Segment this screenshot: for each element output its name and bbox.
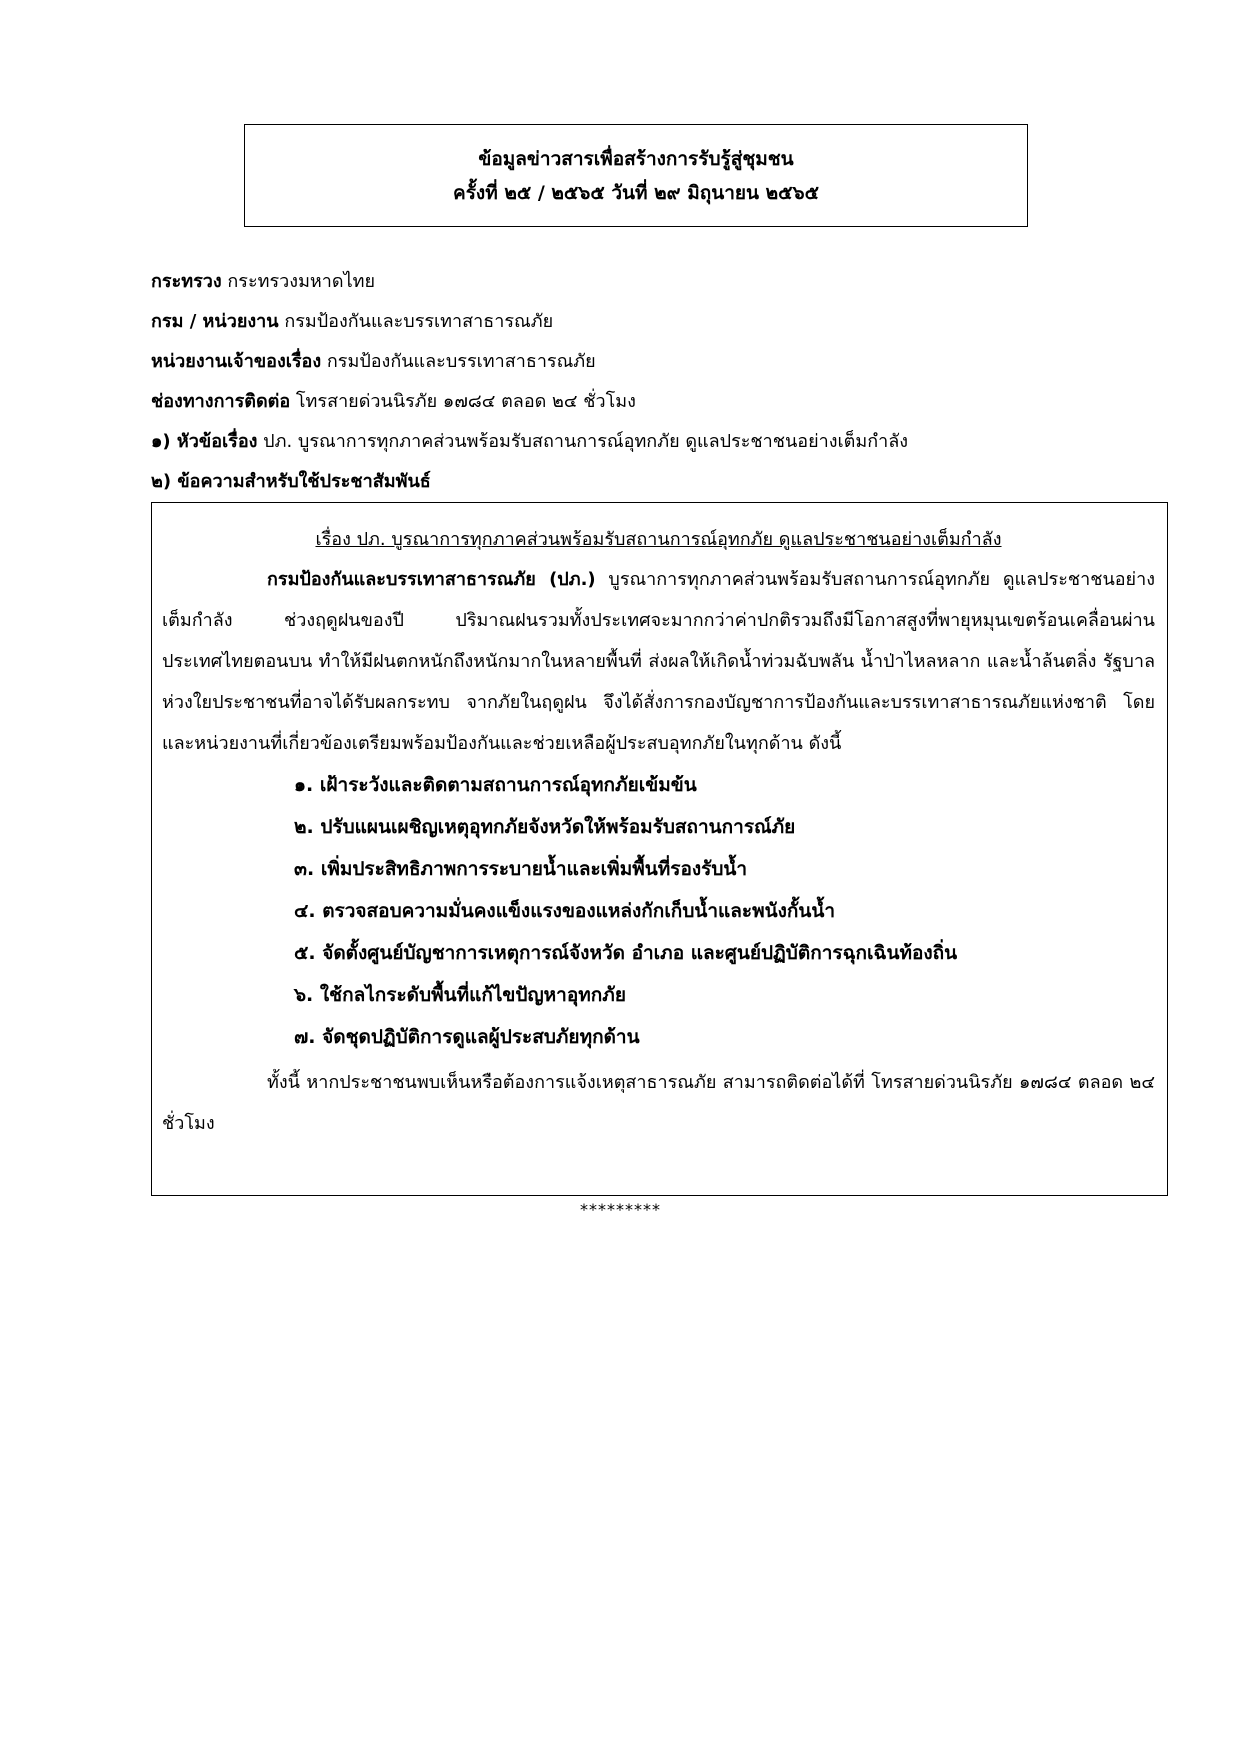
list-item: ๒. ปรับแผนเผชิญเหตุอุทกภัยจังหวัดให้พร้อมรับสถานการณ์ภัย — [294, 816, 796, 838]
message-box — [151, 502, 1168, 1196]
title-line-2: ครั้งที่ ๒๕ / ๒๕๖๕ วันที่ ๒๙ มิถุนายน ๒๕๖๕ — [453, 181, 819, 204]
list-item: ๓. เพิ่มประสิทธิภาพการระบายน้ำและเพิ่มพื้นที่รองรับน้ำ — [294, 858, 748, 880]
ministry-value: กระทรวงมหาดไทย — [227, 271, 376, 292]
list-item: ๗. จัดชุดปฏิบัติการดูแลผู้ประสบภัยทุกด้าน — [294, 1026, 640, 1048]
message-title: เรื่อง ปภ. บูรณาการทุกภาคส่วนพร้อมรับสถานการณ์อุทกภัย ดูแลประชาชนอย่างเต็มกำลัง — [315, 529, 1002, 550]
list-item: ๕. จัดตั้งศูนย์บัญชาการเหตุการณ์จังหวัด อำเภอ และศูนย์ปฏิบัติการฉุกเฉินท้องถิ่น — [294, 942, 958, 964]
end-marker: ********* — [580, 1200, 661, 1219]
list-item: ๑. เฝ้าระวังและติดตามสถานการณ์อุทกภัยเข้มข้น — [294, 774, 697, 796]
topic-value: ปภ. บูรณาการทุกภาคส่วนพร้อมรับสถานการณ์อุทกภัย ดูแลประชาชนอย่างเต็มกำลัง — [263, 431, 909, 452]
owner-value: กรมป้องกันและบรรเทาสาธารณภัย — [326, 351, 596, 372]
closing-paragraph — [162, 1062, 1155, 1144]
list-item: ๔. ตรวจสอบความมั่นคงแข็งแรงของแหล่งกักเก็บน้ำและพนังกั้นน้ำ — [294, 900, 836, 922]
measures-list — [162, 764, 1155, 1058]
list-item: ๖. ใช้กลไกระดับพื้นที่แก้ไขปัญหาอุทกภัย — [294, 984, 626, 1006]
topic-row — [151, 422, 1151, 462]
contact-value: โทรสายด่วนนิรภัย ๑๗๘๔ ตลอด ๒๔ ชั่วโมง — [295, 391, 636, 412]
title-box — [244, 124, 1028, 227]
meta-section — [151, 262, 1151, 502]
owner-row — [151, 342, 1151, 382]
department-label: กรม / หน่วยงาน — [151, 311, 279, 332]
department-value: กรมป้องกันและบรรเทาสาธารณภัย — [284, 311, 554, 332]
message-body-text: บูรณาการทุกภาคส่วนพร้อมรับสถานการณ์อุทกภัย ดูแลประชาชนอย่างเต็มกำลัง ช่วงฤดูฝนของปี ปริมาณฝนรวมทั้งประเทศจะมากกว่าค่าปกติรวมถึงมีโอกาสสูงที่พายุหมุนเขตร้อนเคลื่อนผ่านประเทศไทยตอนบน ทำให้มีฝนตกหนักถึงหนักมากในหลายพื้นที่ ส่งผลให้เกิดน้ำท่วมฉับพลัน น้ำป่าไหลหลาก และน้ำล้นตลิ่ง รัฐบาลห่วงใยประชาชนที่อาจได้รับผลกระทบ จากภัยในฤดูฝน จึงได้สั่งการกองบัญชาการป้องกันและบรรเทาสาธารณภัยแห่งชาติ โดยและหน่วยงานที่เกี่ยวข้องเตรียมพร้อมป้องกันและช่วยเหลือผู้ประสบอุทกภัยในทุกด้าน ดังนี้ — [162, 569, 1155, 754]
contact-label: ช่องทางการติดต่อ — [151, 391, 291, 412]
topic-label: ๑) หัวข้อเรื่อง — [151, 431, 258, 452]
message-label-row — [151, 462, 1151, 502]
contact-row — [151, 382, 1151, 422]
closing-text: ทั้งนี้ หากประชาชนพบเห็นหรือต้องการแจ้งเหตุสาธารณภัย สามารถติดต่อได้ที่ โทรสายด่วนนิรภัย ๑๗๘๔ ตลอด ๒๔ ชั่วโมง — [162, 1072, 1155, 1134]
message-body — [162, 559, 1155, 764]
owner-label: หน่วยงานเจ้าของเรื่อง — [151, 351, 322, 372]
title-line-1: ข้อมูลข่าวสารเพื่อสร้างการรับรู้สู่ชุมชน — [478, 147, 794, 170]
message-body-bold: กรมป้องกันและบรรเทาสาธารณภัย (ปภ.) — [267, 569, 596, 590]
ministry-row — [151, 262, 1151, 302]
ministry-label: กระทรวง — [151, 271, 222, 292]
message-label: ๒) ข้อความสำหรับใช้ประชาสัมพันธ์ — [151, 471, 431, 492]
department-row — [151, 302, 1151, 342]
